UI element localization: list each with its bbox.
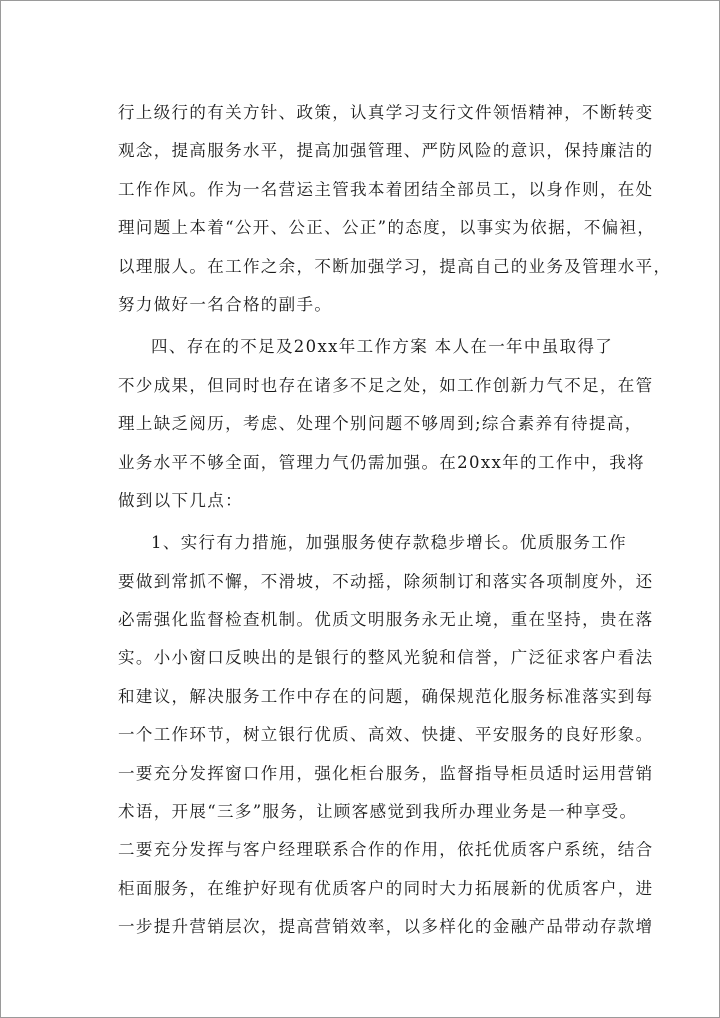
- text-line: 和建议，解决服务工作中存在的问题，确保规范化服务标准落实到每: [118, 686, 654, 706]
- text-line: 观念，提高服务水平，提高加强管理、严防风险的意识，保持廉洁的: [118, 141, 654, 161]
- text-line: 业务水平不够全面，管理力气仍需加强。在20xx年的工作中，我将: [118, 452, 645, 472]
- text-line: 1、实行有力措施，加强服务使存款稳步增长。优质服务工作: [151, 533, 627, 553]
- paragraph-3: [118, 524, 654, 946]
- text-line: 做到以下几点：: [118, 490, 243, 510]
- document-body: [118, 94, 672, 947]
- text-line: 术语，开展“三多”服务，让顾客感觉到我所办理业务是一种享受。: [118, 802, 638, 822]
- text-line: 一步提升营销层次，提高营销效率，以多样化的金融产品带动存款增: [118, 917, 654, 937]
- text-line: 以理服人。在工作之余，不断加强学习，提高自己的业务及管理水平，: [118, 256, 672, 276]
- text-line: 理上缺乏阅历，考虑、处理个别问题不够周到;综合素养有待提高，: [118, 414, 643, 434]
- text-line: 二要充分发挥与客户经理联系合作的作用，依托优质客户系统，结合: [118, 840, 654, 860]
- paragraph-2: [118, 328, 654, 520]
- text-line: 不少成果，但同时也存在诸多不足之处，如工作创新力气不足，在管: [118, 375, 654, 395]
- text-line: 要做到常抓不懈，不滑坡，不动摇，除须制订和落实各项制度外，还: [118, 571, 654, 591]
- text-line: 一个工作环节，树立银行优质、高效、快捷、平安服务的良好形象。: [118, 725, 654, 745]
- text-line: 一要充分发挥窗口作用，强化柜台服务，监督指导柜员适时运用营销: [118, 763, 654, 783]
- text-line: 工作作风。作为一名营运主管我本着团结全部员工，以身作则，在处: [118, 179, 654, 199]
- text-line: 柜面服务，在维护好现有优质客户的同时大力拓展新的优质客户，进: [118, 878, 654, 898]
- text-line: 行上级行的有关方针、政策，认真学习支行文件领悟精神，不断转变: [118, 103, 654, 122]
- text-line: 理问题上本着“公开、公正、公正”的态度，以事实为依据，不偏袒，: [118, 218, 656, 238]
- text-line: 必需强化监督检查机制。优质文明服务永无止境，重在坚持，贵在落: [118, 610, 654, 630]
- text-line: 努力做好一名合格的副手。: [118, 294, 333, 314]
- text-line: 四、存在的不足及20xx年工作方案 本人在一年中虽取得了: [151, 337, 614, 357]
- text-line: 实。小小窗口反映出的是银行的整风光貌和信誉，广泛征求客户看法: [118, 648, 654, 668]
- paragraph-1: [118, 94, 672, 324]
